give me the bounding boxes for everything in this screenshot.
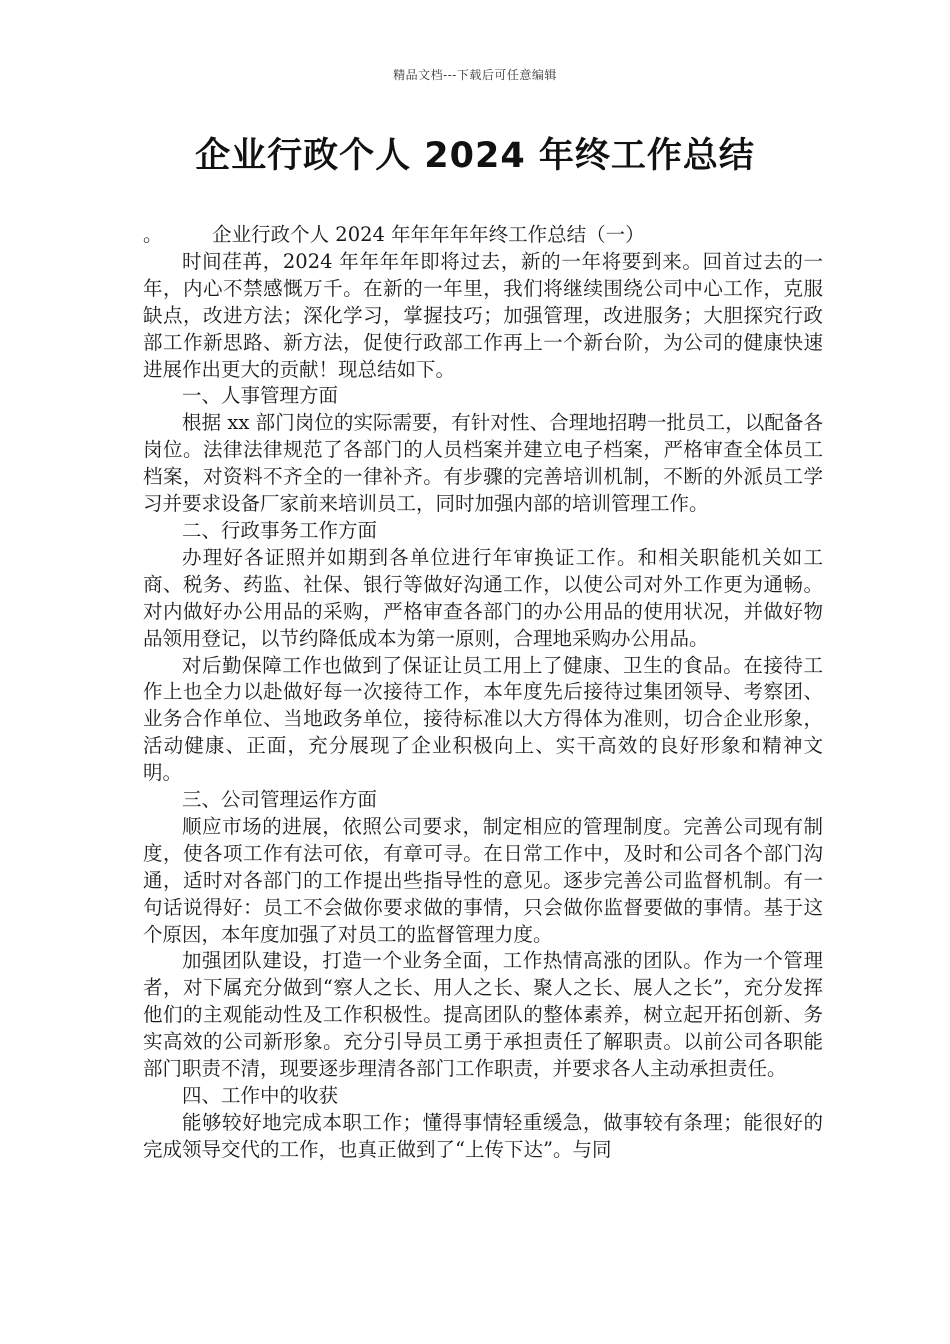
subtitle-bullet: 。	[143, 223, 163, 246]
section-heading: 三、公司管理运作方面	[182, 788, 378, 812]
body-paragraph: 办理好各证照并如期到各单位进行年审换证工作。和相关职能机关如工商、税务、药监、社保、银行等做好沟通工作，以使公司对外工作更为通畅。对内做好办公用品的采购，严格审查各部门的办公用品的使用状况，并做好物品领用登记，以节约降低成本为第一原则，合理地采购办公用品。	[143, 545, 823, 650]
body-paragraph: 加强团队建设，打造一个业务全面，工作热情高涨的团队。作为一个管理者，对下属充分做到“察人之长、用人之长、聚人之长、展人之长”，充分发挥他们的主观能动性及工作积极性。提高团队的整体素养，树立起开拓创新、务实高效的公司新形象。充分引导员工勇于承担责任了解职责。以前公司各职能部门职责不清，现要逐步理清各部门工作职责，并要求各人主动承担责任。	[143, 949, 823, 1081]
body-paragraph: 时间荏苒，2024 年年年年即将过去，新的一年将要到来。回首过去的一年，内心不禁感慨万千。在新的一年里，我们将继续围绕公司中心工作，克服缺点，改进方法；深化学习，掌握技巧；加强管理，改进服务；大胆探究行政部工作新思路、新方法，促使行政部工作再上一个新台阶，为公司的健康快速进展作出更大的贡献！现总结如下。	[143, 249, 823, 381]
section-heading: 四、工作中的收获	[182, 1084, 339, 1107]
section-heading: 二、行政事务工作方面	[182, 518, 378, 542]
document-body	[143, 222, 823, 1164]
document-header-note: 精品文档---下载后可任意编辑	[393, 68, 557, 82]
document-title: 企业行政个人 2024 年终工作总结	[195, 136, 755, 176]
paragraph-list	[143, 249, 823, 1164]
subtitle-text: 企业行政个人 2024 年年年年年终工作总结（一）	[212, 223, 645, 246]
section-subtitle	[143, 222, 823, 249]
body-paragraph: 对后勤保障工作也做到了保证让员工用上了健康、卫生的食品。在接待工作上也全力以赴做好每一次接待工作，本年度先后接待过集团领导、考察团、业务合作单位、当地政务单位，接待标准以大方得体为准则，切合企业形象，活动健康、正面，充分展现了企业积极向上、实干高效的良好形象和精神文明。	[143, 653, 823, 785]
body-paragraph: 根据 xx 部门岗位的实际需要，有针对性、合理地招聘一批员工，以配备各岗位。法律法律规范了各部门的人员档案并建立电子档案，严格审查全体员工档案，对资料不齐全的一律补齐。有步骤的完善培训机制，不断的外派员工学习并要求设备厂家前来培训员工，同时加强内部的培训管理工作。	[143, 411, 823, 516]
section-heading: 一、人事管理方面	[182, 384, 339, 408]
body-paragraph: 顺应市场的进展，依照公司要求，制定相应的管理制度。完善公司现有制度，使各项工作有法可依，有章可寻。在日常工作中，及时和公司各个部门沟通，适时对各部门的工作提出些指导性的意见。逐步完善公司监督机制。有一句话说得好：员工不会做你要求做的事情，只会做你监督要做的事情。基于这个原因，本年度加强了对员工的监督管理力度。	[143, 814, 823, 946]
body-paragraph: 能够较好地完成本职工作；懂得事情轻重缓急，做事较有条理；能很好的完成领导交代的工作，也真正做到了“上传下达”。与同	[143, 1110, 823, 1161]
